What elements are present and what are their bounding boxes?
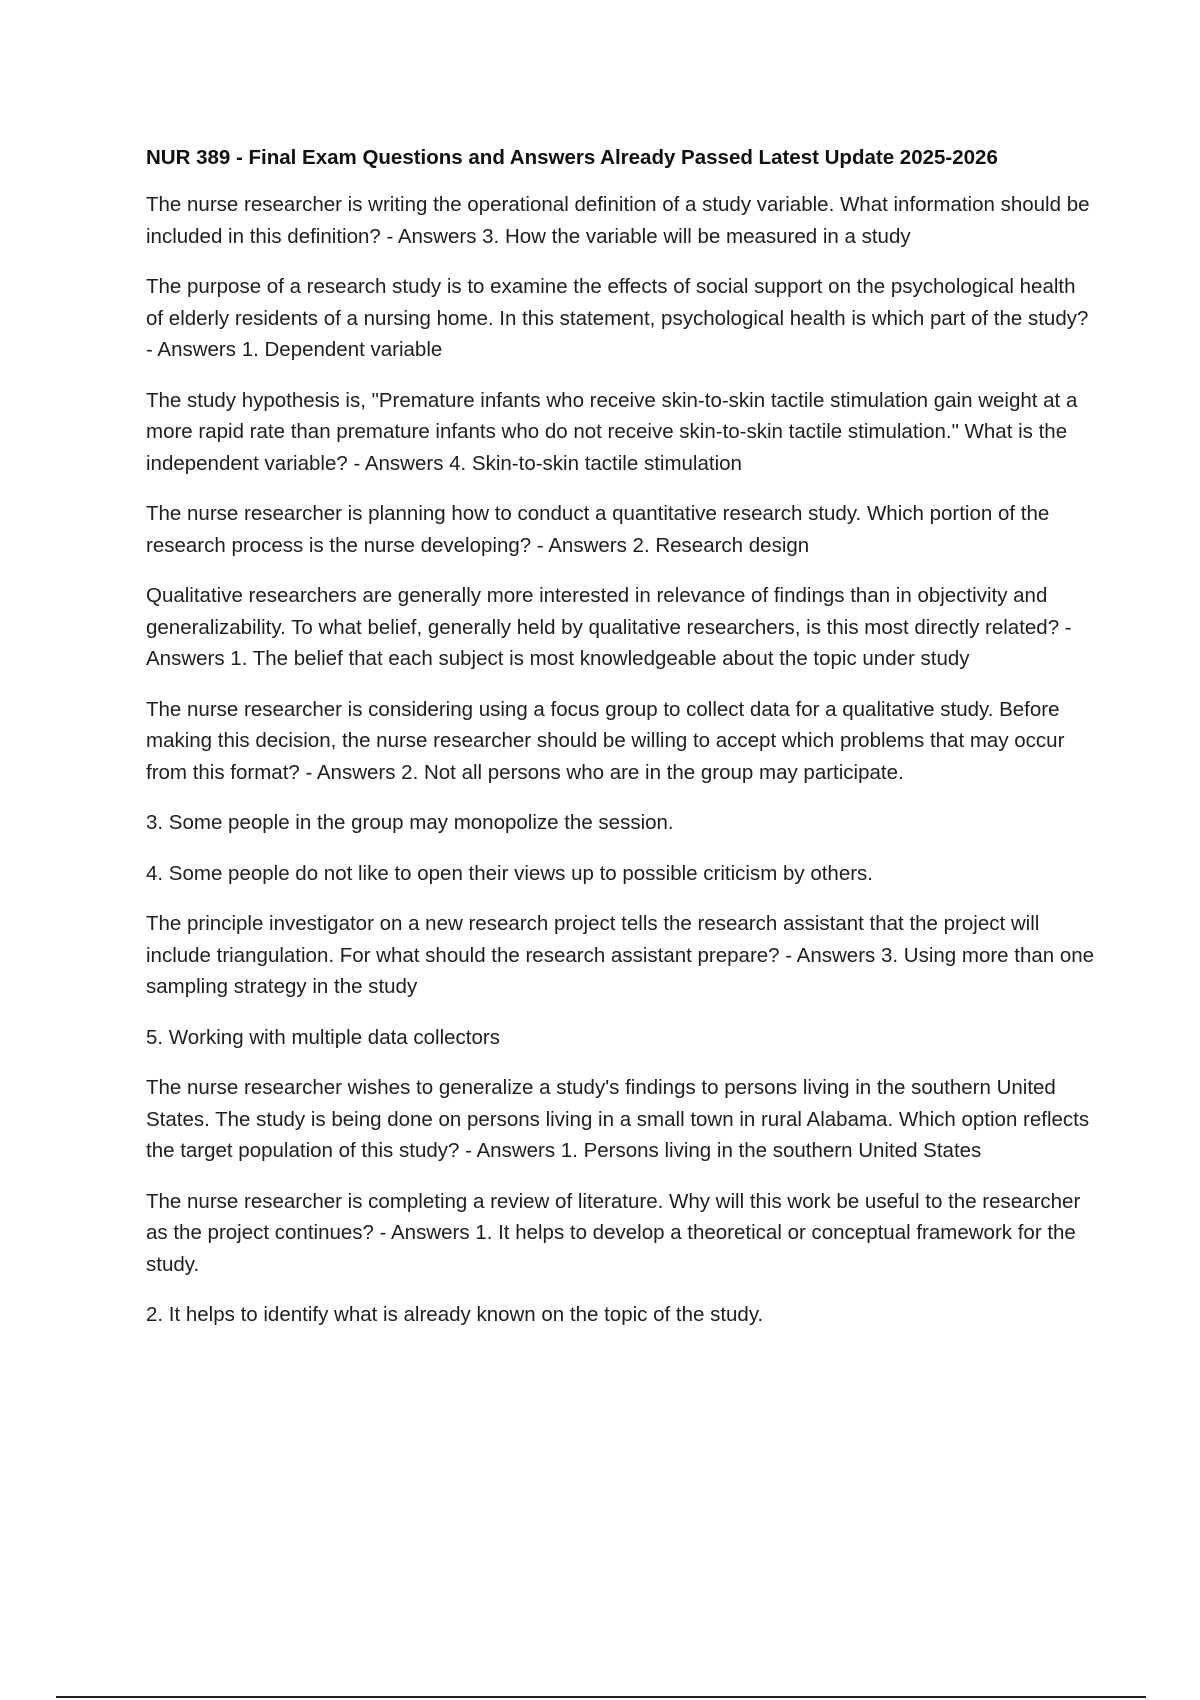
qa-paragraph-7: 3. Some people in the group may monopolize the session. (146, 811, 674, 834)
document-page (146, 142, 1096, 1350)
qa-paragraph-12: The nurse researcher is completing a review of literature. Why will this work be useful to the researcher as the project continues? - Answers 1. It helps to develop a theoretical or conceptual framework for the study. (146, 1189, 1081, 1276)
qa-paragraph-2: The purpose of a research study is to examine the effects of social support on the psychological health of elderly residents of a nursing home. In this statement, psychological health is which part of the study? - Answers 1. Dependent variable (146, 275, 1089, 361)
qa-paragraph-9: The principle investigator on a new research project tells the research assistant that the project will include triangulation. For what should the research assistant prepare? - Answers 3. Using more than one sampling strategy in the study (146, 912, 1095, 998)
qa-paragraph-6: The nurse researcher is considering using a focus group to collect data for a qualitative study. Before making this decision, the nurse researcher should be willing to accept which problems that may occur from this format? - Answers 2. Not all persons who are in the group may participate. (146, 697, 1065, 784)
qa-paragraph-13: 2. It helps to identify what is already known on the topic of the study. (146, 1303, 764, 1326)
qa-paragraph-10: 5. Working with multiple data collectors (146, 1025, 500, 1049)
qa-paragraph-11: The nurse researcher wishes to generalize a study's findings to persons living in the southern United States. The study is being done on persons living in a small town in rural Alabama. Which option reflects the target population of this study? - Answers 1. Persons living in the southern United States (146, 1076, 1090, 1162)
qa-paragraph-5: Qualitative researchers are generally more interested in relevance of findings than in objectivity and generalizability. To what belief, generally held by qualitative researchers, is this most directly related? - Answers 1. The belief that each subject is most knowledgeable about the topic under study (146, 584, 1072, 670)
qa-paragraph-3: The study hypothesis is, "Premature infants who receive skin-to-skin tactile stimulation gain weight at a more rapid rate than premature infants who do not receive skin-to-skin tactile stimulation." What is the independent variable? - Answers 4. Skin-to-skin tactile stimulation (146, 388, 1078, 475)
qa-paragraph-4: The nurse researcher is planning how to conduct a quantitative research study. Which portion of the research process is the nurse developing? - Answers 2. Research design (146, 502, 1050, 557)
qa-paragraph-8: 4. Some people do not like to open their views up to possible criticism by others. (146, 861, 873, 885)
footer-divider (56, 1696, 1146, 1698)
qa-paragraph-1: The nurse researcher is writing the operational definition of a study variable. What information should be included in this definition? - Answers 3. How the variable will be measured in a study (146, 193, 1090, 248)
document-title: NUR 389 - Final Exam Questions and Answers Already Passed Latest Update 2025-2026 (146, 146, 998, 169)
